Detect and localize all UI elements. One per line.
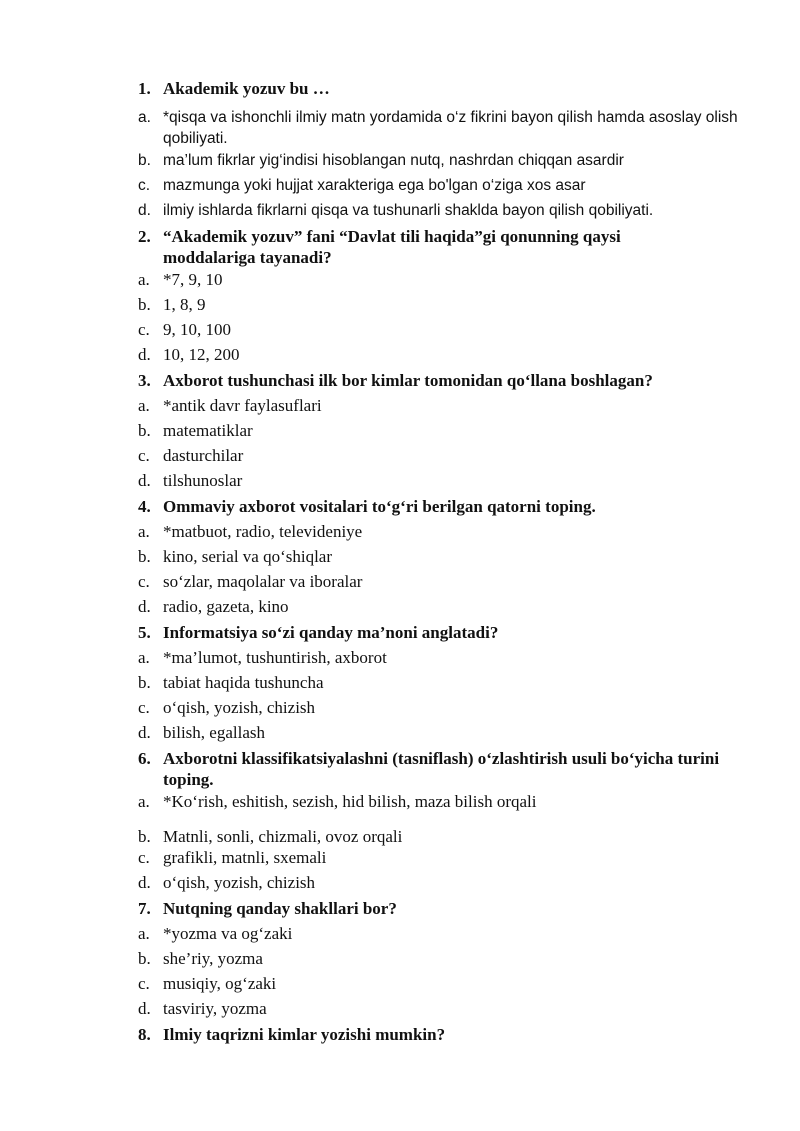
option-3d (138, 470, 738, 491)
option-text: musiqiy, og‘zaki (163, 974, 277, 993)
option-letter: c. (138, 446, 150, 465)
option-letter: c. (138, 848, 150, 867)
question-text: Ilmiy taqrizni kimlar yozishi mumkin? (163, 1025, 446, 1044)
option-5c (138, 697, 738, 718)
option-letter: a. (138, 270, 150, 289)
option-text: mazmunga yoki hujjat xarakteriga ega bo'lgan o‘ziga xos asar (163, 177, 586, 194)
option-5a (138, 647, 738, 668)
option-text: dasturchilar (163, 446, 244, 465)
option-letter: a. (138, 924, 150, 943)
option-letter: b. (138, 421, 151, 440)
option-letter: d. (138, 597, 151, 616)
option-2b (138, 294, 738, 315)
option-3a (138, 395, 738, 416)
question-number: 7. (138, 899, 151, 918)
option-letter: b. (138, 673, 151, 692)
option-6c (138, 847, 738, 868)
option-text: *7, 9, 10 (163, 270, 223, 289)
option-text: so‘zlar, maqolalar va iboralar (163, 572, 363, 591)
option-5b (138, 672, 738, 693)
option-5d (138, 722, 738, 743)
question-number: 1. (138, 79, 151, 98)
question-text: Axborotni klassifikatsiyalashni (tasniflash) o‘zlashtirish usuli bo‘yicha turini toping. (163, 749, 720, 789)
option-text: ilmiy ishlarda fikrlarni qisqa va tushunarli shaklda bayon qilish qobiliyati. (163, 202, 654, 219)
option-7d (138, 998, 738, 1019)
option-text: 10, 12, 200 (163, 345, 240, 364)
option-1a (138, 107, 738, 149)
option-6a (138, 791, 738, 812)
question-1 (138, 78, 738, 99)
question-number: 2. (138, 227, 151, 246)
option-7a (138, 923, 738, 944)
option-2d (138, 344, 738, 365)
option-letter: a. (138, 522, 150, 541)
option-text: *yozma va og‘zaki (163, 924, 293, 943)
option-7c (138, 973, 738, 994)
question-number: 8. (138, 1025, 151, 1044)
question-number: 5. (138, 623, 151, 642)
option-text: *antik davr faylasuflari (163, 396, 322, 415)
option-letter: d. (138, 723, 151, 742)
question-6 (138, 748, 738, 790)
option-letter: c. (138, 698, 150, 717)
option-1b (138, 150, 738, 171)
option-letter: b. (138, 949, 151, 968)
option-text: matematiklar (163, 421, 253, 440)
option-4b (138, 546, 738, 567)
option-6b (138, 826, 738, 847)
question-number: 4. (138, 497, 151, 516)
question-3 (138, 370, 738, 391)
option-text: o‘qish, yozish, chizish (163, 698, 316, 717)
option-letter: c. (138, 320, 150, 339)
question-text: Informatsiya so‘zi qanday ma’noni anglatadi? (163, 623, 499, 642)
option-letter: d. (138, 345, 151, 364)
option-text: grafikli, matnli, sxemali (163, 848, 327, 867)
option-text: o‘qish, yozish, chizish (163, 873, 316, 892)
question-text: “Akademik yozuv” fani “Davlat tili haqida”gi qonunning qaysi moddalariga tayanadi? (163, 227, 621, 267)
option-text: tasviriy, yozma (163, 999, 267, 1018)
option-text: radio, gazeta, kino (163, 597, 289, 616)
option-letter: b. (138, 547, 151, 566)
option-text: 9, 10, 100 (163, 320, 231, 339)
option-letter: a. (138, 109, 151, 126)
option-letter: d. (138, 471, 151, 490)
question-text: Akademik yozuv bu … (163, 79, 330, 98)
option-letter: b. (138, 827, 151, 846)
option-4d (138, 596, 738, 617)
option-text: she’riy, yozma (163, 949, 263, 968)
option-1c (138, 175, 738, 196)
question-7 (138, 898, 738, 919)
option-letter: b. (138, 295, 151, 314)
option-letter: a. (138, 396, 150, 415)
option-text: kino, serial va qo‘shiqlar (163, 547, 333, 566)
option-letter: d. (138, 873, 151, 892)
option-1d (138, 200, 758, 221)
option-letter: c. (138, 974, 150, 993)
option-text: *Ko‘rish, eshitish, sezish, hid bilish, maza bilish orqali (163, 792, 537, 811)
question-4 (138, 496, 738, 517)
option-letter: c. (138, 177, 151, 194)
option-4a (138, 521, 738, 542)
option-text: bilish, egallash (163, 723, 265, 742)
option-text: Matnli, sonli, chizmali, ovoz orqali (163, 827, 403, 846)
option-3b (138, 420, 738, 441)
question-text: Axborot tushunchasi ilk bor kimlar tomonidan qo‘llana boshlagan? (163, 371, 653, 390)
option-letter: c. (138, 572, 150, 591)
option-2c (138, 319, 738, 340)
question-text: Ommaviy axborot vositalari to‘g‘ri berilgan qatorni toping. (163, 497, 596, 516)
option-letter: a. (138, 792, 150, 811)
option-letter: d. (138, 202, 151, 219)
option-letter: a. (138, 648, 150, 667)
question-5 (138, 622, 738, 643)
question-number: 6. (138, 749, 151, 768)
option-6d (138, 872, 738, 893)
option-4c (138, 571, 738, 592)
question-8 (138, 1024, 738, 1045)
option-text: ma’lum fikrlar yig‘indisi hisoblangan nutq, nashrdan chiqqan asardir (163, 152, 624, 169)
option-text: tabiat haqida tushuncha (163, 673, 324, 692)
option-letter: d. (138, 999, 151, 1018)
option-text: *qisqa va ishonchli ilmiy matn yordamida o‘z fikrini bayon qilish hamda asoslay olish qobiliyati. (163, 109, 738, 147)
option-7b (138, 948, 738, 969)
option-text: *ma’lumot, tushuntirish, axborot (163, 648, 387, 667)
option-text: *matbuot, radio, televideniye (163, 522, 363, 541)
option-text: 1, 8, 9 (163, 295, 206, 314)
option-3c (138, 445, 738, 466)
question-text: Nutqning qanday shakllari bor? (163, 899, 397, 918)
question-number: 3. (138, 371, 151, 390)
option-2a (138, 269, 738, 290)
option-text: tilshunoslar (163, 471, 243, 490)
option-letter: b. (138, 152, 151, 169)
question-2 (138, 226, 698, 268)
